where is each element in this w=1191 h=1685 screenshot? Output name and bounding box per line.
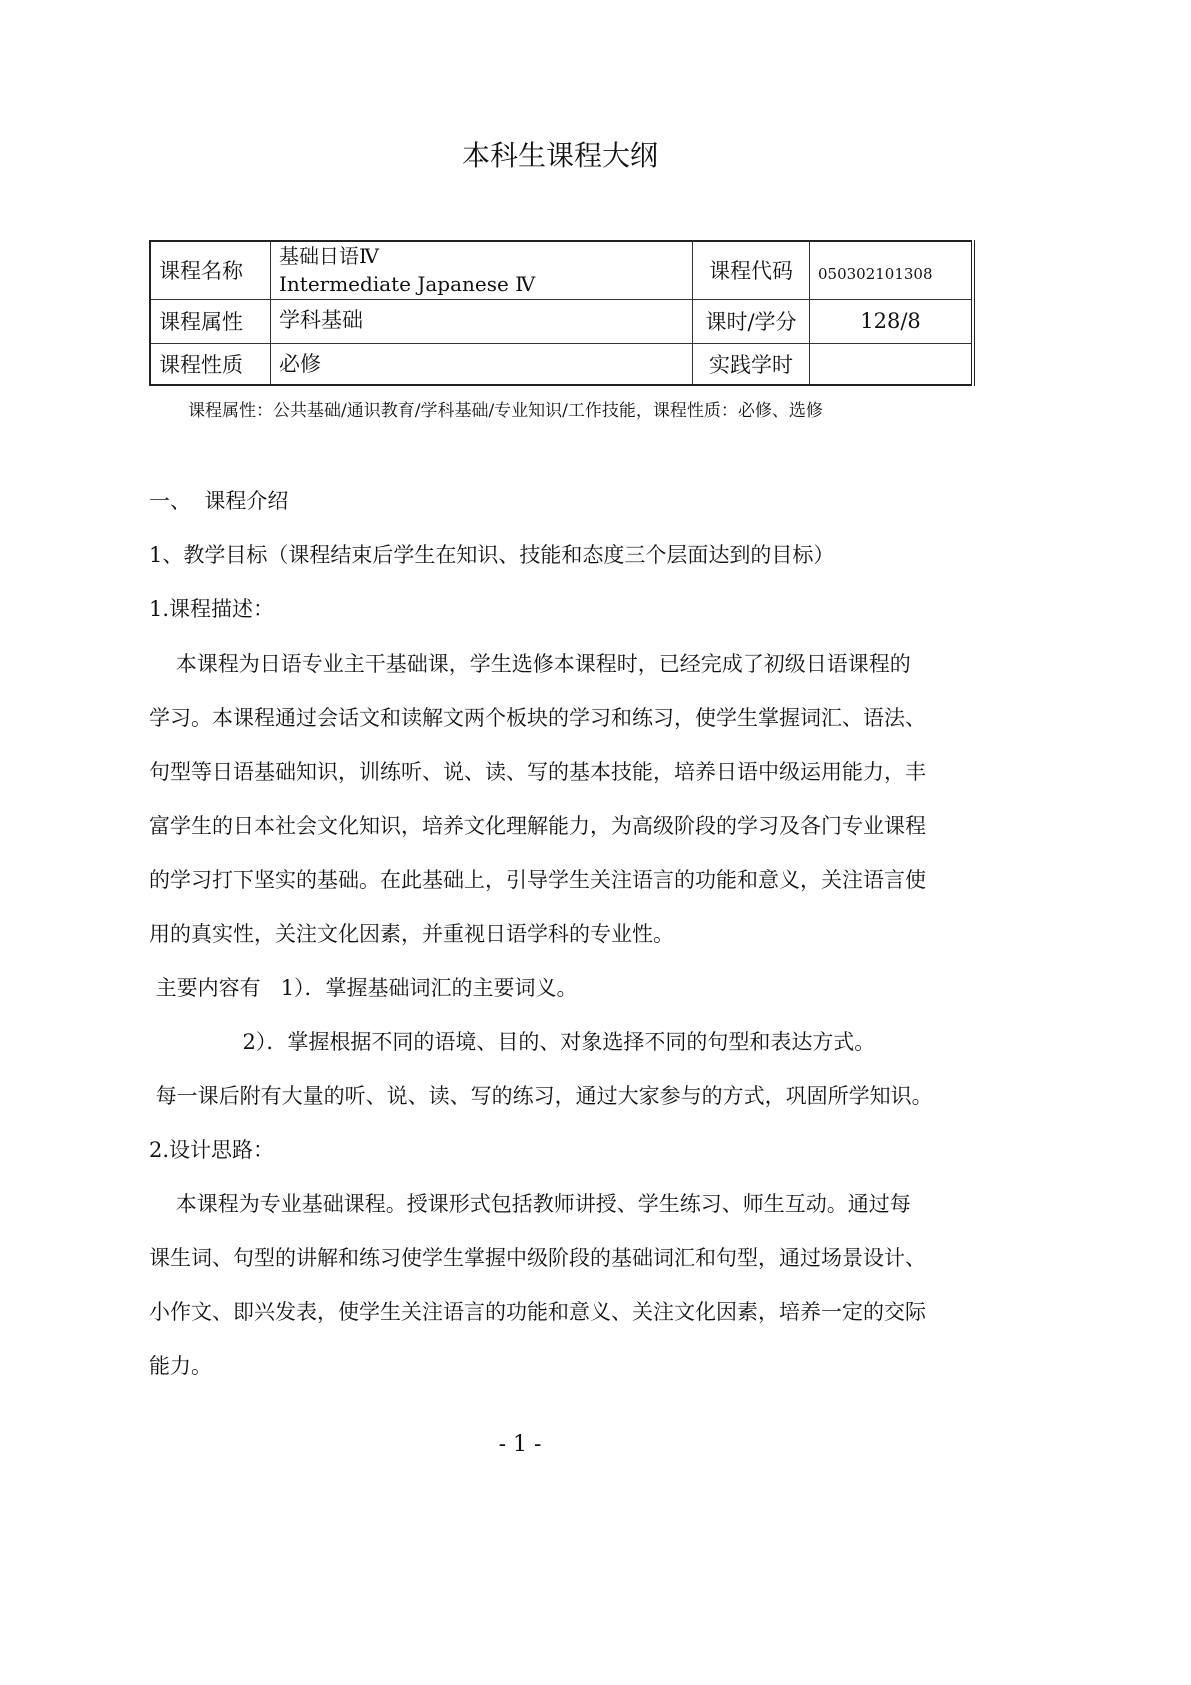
text-line: 学习。本课程通过会话文和读解文两个板块的学习和练习，使学生掌握词汇、语法、: [149, 706, 926, 730]
value-hours-credits: 128/8: [810, 299, 974, 343]
text-line: 本课程为日语专业主干基础课，学生选修本课程时，已经完成了初级日语课程的: [149, 652, 911, 676]
text-line: 主要内容有 1）．掌握基础词汇的主要词义。: [149, 976, 578, 1000]
text-line: 2）．掌握根据不同的语境、目的、对象选择不同的句型和表达方式。: [149, 1030, 876, 1054]
course-name-en: Intermediate Japanese Ⅳ: [279, 272, 536, 297]
value-practice-hours: [810, 343, 974, 385]
value-course-name: [271, 241, 693, 299]
table-note: 课程属性：公共基础/通识教育/学科基础/专业知识/工作技能，课程性质：必修、选修: [188, 401, 823, 421]
text-line: 2.设计思路：: [149, 1138, 275, 1162]
label-course-attribute: 课程属性: [150, 299, 271, 343]
text-line: 能力。: [149, 1354, 212, 1378]
text-line: 小作文、即兴发表，使学生关注语言的功能和意义、关注文化因素，培养一定的交际: [149, 1300, 926, 1324]
page-title: 本科生课程大纲: [461, 139, 658, 172]
value-course-attribute: 学科基础: [271, 299, 693, 343]
label-hours-credits: 课时/学分: [693, 299, 810, 343]
label-course-code: 课程代码: [693, 241, 810, 299]
text-line: 1.课程描述：: [149, 597, 275, 621]
course-info-table: [149, 240, 975, 386]
label-course-name: 课程名称: [150, 241, 271, 299]
text-line: 一、 课程介绍: [149, 489, 289, 513]
label-practice-hours: 实践学时: [693, 343, 810, 385]
text-line: 富学生的日本社会文化知识，培养文化理解能力，为高级阶段的学习及各门专业课程: [149, 814, 926, 838]
text-line: 课生词、句型的讲解和练习使学生掌握中级阶段的基础词汇和句型，通过场景设计、: [149, 1246, 926, 1270]
page-number: - 1 -: [498, 1432, 542, 1457]
text-line: 的学习打下坚实的基础。在此基础上，引导学生关注语言的功能和意义，关注语言使: [149, 868, 926, 892]
text-line: 1、教学目标（课程结束后学生在知识、技能和态度三个层面达到的目标）: [149, 543, 835, 567]
text-line: 每一课后附有大量的听、说、读、写的练习，通过大家参与的方式，巩固所学知识。: [149, 1084, 933, 1108]
value-course-nature: 必修: [271, 343, 693, 385]
value-course-code: 050302101308: [810, 241, 974, 299]
label-course-nature: 课程性质: [150, 343, 271, 385]
text-line: 用的真实性，关注文化因素，并重视日语学科的专业性。: [149, 922, 674, 946]
text-line: 句型等日语基础知识，训练听、说、读、写的基本技能，培养日语中级运用能力，丰: [149, 760, 926, 784]
course-name-cn: 基础日语Ⅳ: [279, 244, 379, 269]
text-line: 本课程为专业基础课程。授课形式包括教师讲授、学生练习、师生互动。通过每: [149, 1192, 911, 1216]
